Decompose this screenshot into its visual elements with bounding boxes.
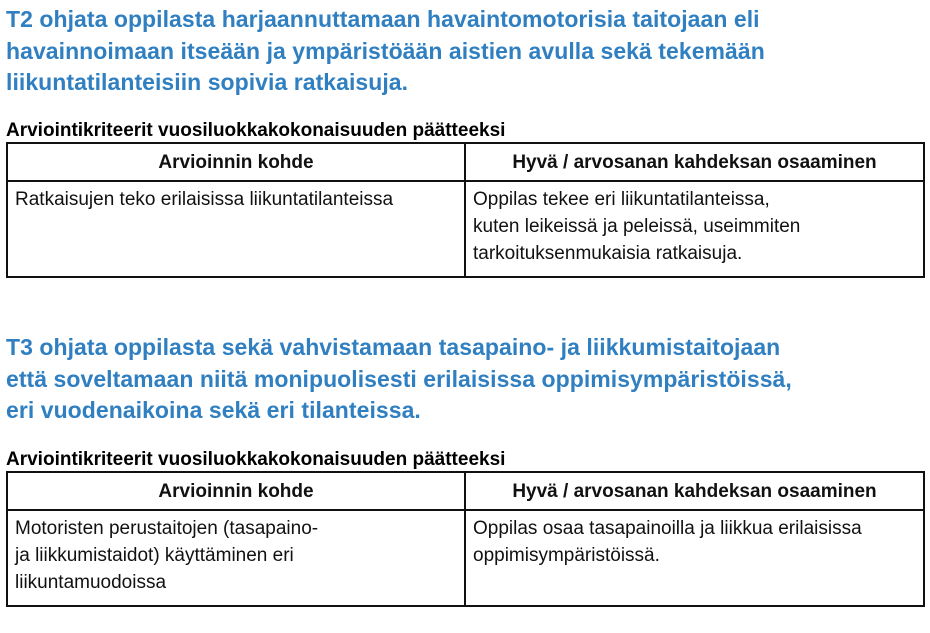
cell-text-line: liikuntamuodoissa: [15, 571, 167, 593]
goal-heading-t3: [6, 332, 924, 427]
cell-text-line: ja liikkumistaidot) käyttäminen eri: [15, 544, 294, 566]
criteria-table-t3: [6, 471, 925, 607]
table-header-row: [7, 472, 924, 510]
cell-text-line: Motoristen perustaitojen (tasapaino-: [15, 517, 319, 539]
goal-section-t3: [6, 332, 924, 607]
cell-assessment-target: [7, 510, 465, 606]
goal-heading-line: T3 ohjata oppilasta sekä vahvistamaan tasapaino- ja liikkumistaitojaan: [6, 334, 781, 360]
cell-text-line: tarkoituksenmukaisia ratkaisuja.: [473, 242, 743, 264]
cell-text-line: oppimisympäristöissä.: [473, 544, 660, 566]
criteria-label: Arviointikriteerit vuosiluokkakokonaisuuden päätteeksi: [6, 119, 506, 141]
cell-good-level: [465, 510, 924, 606]
cell-good-level: [465, 181, 924, 277]
cell-text-line: Oppilas osaa tasapainoilla ja liikkua erilaisissa: [473, 517, 862, 539]
goal-heading-line: havainnoimaan itseään ja ympäristöään aistien avulla sekä tekemään: [6, 37, 765, 64]
goal-heading-t2: [6, 4, 924, 99]
goal-heading-line: T2 ohjata oppilasta harjaannuttamaan havaintomotorisia taitojaan eli: [6, 6, 760, 32]
goal-section-t2: [6, 4, 924, 278]
table-row: [7, 510, 924, 606]
table-header-row: [7, 143, 924, 181]
header-good-level: Hyvä / arvosanan kahdeksan osaaminen: [465, 143, 924, 181]
cell-text-line: kuten leikeissä ja peleissä, useimmiten: [473, 215, 801, 237]
goal-heading-line: liikuntatilanteisiin sopivia ratkaisuja.: [6, 69, 409, 95]
cell-text-line: Ratkaisujen teko erilaisissa liikuntatilanteissa: [15, 188, 394, 210]
goal-heading-line: eri vuodenaikoina sekä eri tilanteissa.: [6, 397, 421, 423]
table-row: [7, 181, 924, 277]
cell-assessment-target: [7, 181, 465, 277]
criteria-table-t2: [6, 142, 925, 278]
header-assessment-target: Arvioinnin kohde: [7, 472, 465, 510]
header-good-level: Hyvä / arvosanan kahdeksan osaaminen: [465, 472, 924, 510]
goal-heading-line: että soveltamaan niitä monipuolisesti erilaisissa oppimisympäristöissä,: [6, 365, 792, 392]
criteria-label: Arviointikriteerit vuosiluokkakokonaisuuden päätteeksi: [6, 448, 506, 470]
header-assessment-target: Arvioinnin kohde: [7, 143, 465, 181]
cell-text-line: Oppilas tekee eri liikuntatilanteissa,: [473, 188, 770, 210]
